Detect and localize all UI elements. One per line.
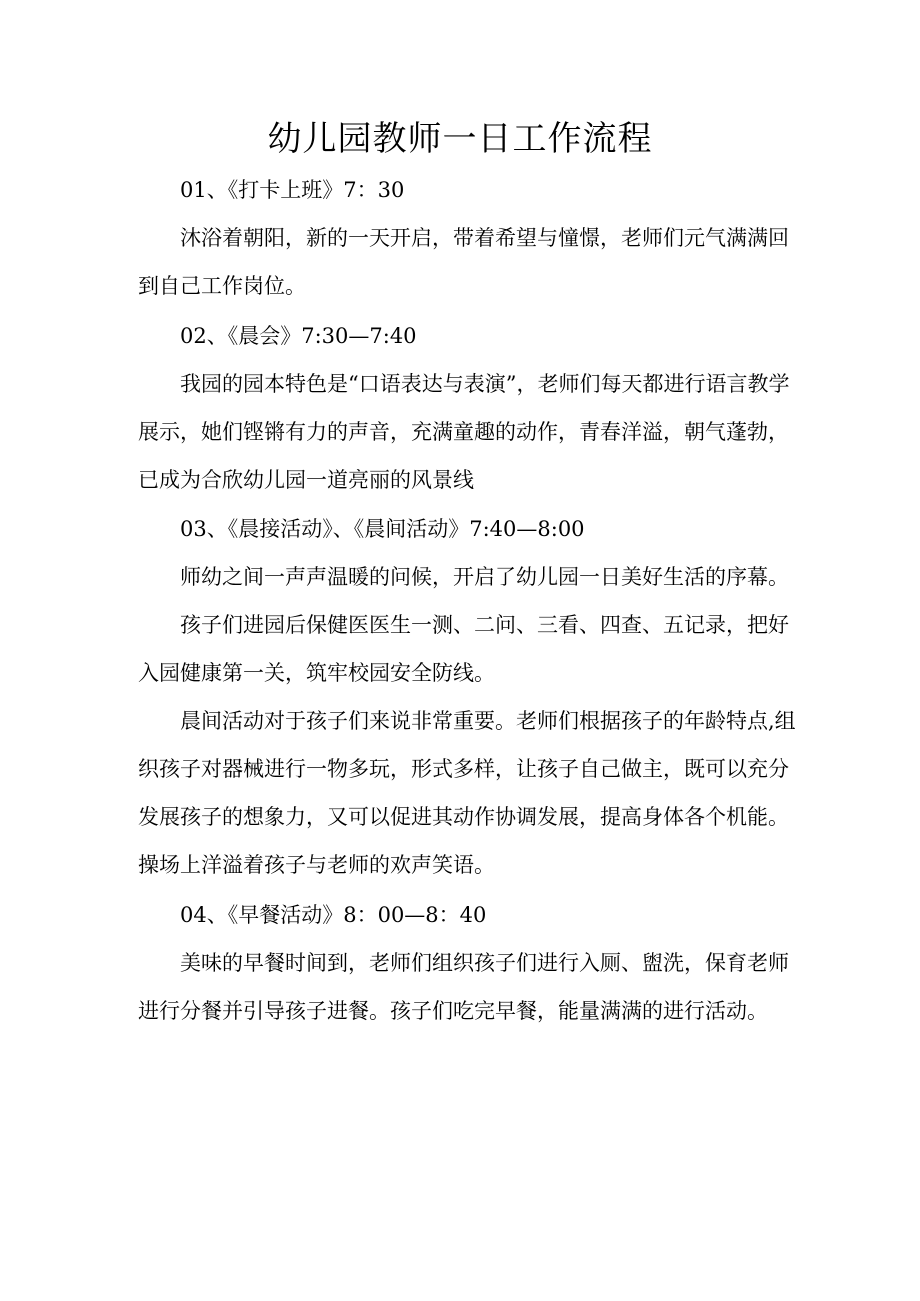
section-04-paragraph-1: 美味的早餐时间到，老师们组织孩子们进行入厕、盥洗，保育老师进行分餐并引导孩子进餐。孩子们吃完早餐，能量满满的进行活动。 xyxy=(138,951,789,1023)
section-03-paragraph-3: 晨间活动对于孩子们来说非常重要。老师们根据孩子的年龄特点,组织孩子对器械进行一物多玩，形式多样，让孩子自己做主，既可以充分发展孩子的想象力，又可以促进其动作协调发展，提高身体各个机能。操场上洋溢着孩子与老师的欢声笑语。 xyxy=(138,709,796,877)
section-heading-03: 03、《晨接活动》、《晨间活动》7:40—8:00 xyxy=(180,517,585,541)
section-heading-02: 02、《晨会》7:30—7:40 xyxy=(180,324,417,348)
page-title: 幼儿园教师一日工作流程 xyxy=(267,119,653,159)
section-03-paragraph-1: 师幼之间一声声温暖的问候，开启了幼儿园一日美好生活的序幕。 xyxy=(180,565,789,589)
section-01-paragraph-1: 沐浴着朝阳，新的一天开启，带着希望与憧憬，老师们元气满满回到自己工作岗位。 xyxy=(138,226,789,298)
section-heading-04: 04、《早餐活动》8：00—8：40 xyxy=(180,903,487,927)
section-heading-01: 01、《打卡上班》7：30 xyxy=(180,178,405,202)
section-03-paragraph-2: 孩子们进园后保健医医生一测、二问、三看、四查、五记录，把好入园健康第一关，筑牢校园安全防线。 xyxy=(138,613,789,685)
section-02-paragraph-1: 我园的园本特色是“口语表达与表演”，老师们每天都进行语言教学展示，她们铿锵有力的声音，充满童趣的动作，青春洋溢，朝气蓬勃，已成为合欣幼儿园一道亮丽的风景线 xyxy=(138,372,790,492)
